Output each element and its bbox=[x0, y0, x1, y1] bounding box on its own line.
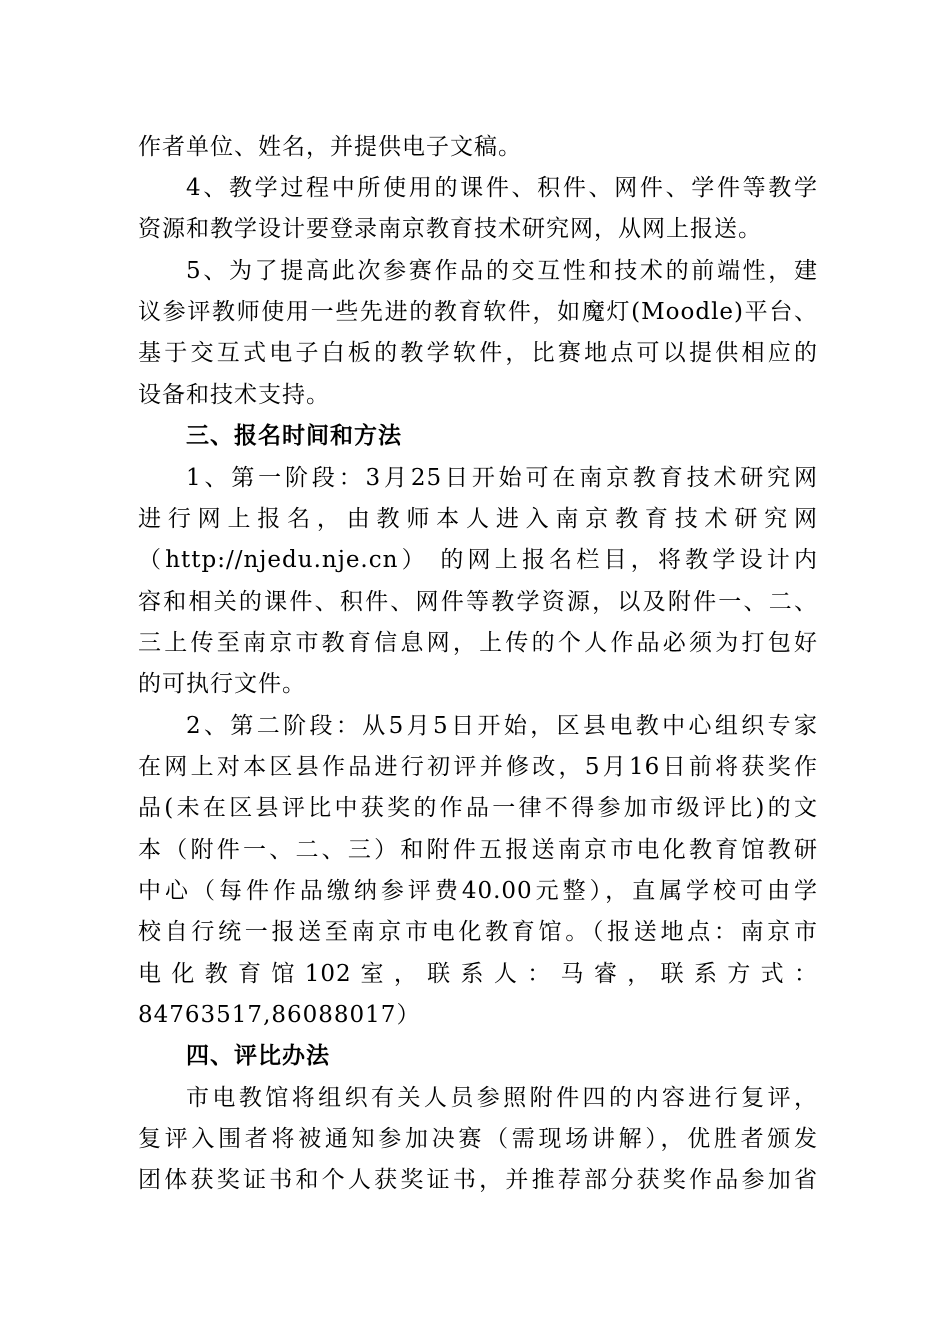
body-text-line: 中心（每件作品缴纳参评费40.00元整），直属学校可由学 bbox=[138, 878, 818, 904]
body-text-line: 团体获奖证书和个人获奖证书，并推荐部分获奖作品参加省 bbox=[138, 1167, 818, 1193]
body-text-line: 1、第一阶段：3月25日开始可在南京教育技术研究网 bbox=[186, 465, 818, 491]
body-text-line: 基于交互式电子白板的教学软件，比赛地点可以提供相应的 bbox=[138, 340, 818, 366]
body-text-line: 品(未在区县评比中获奖的作品一律不得参加市级评比)的文 bbox=[138, 795, 818, 821]
body-text-line: 电 化 教 育 馆 102 室 ， 联 系 人 ： 马 睿 ， 联 系 方 式 ： bbox=[138, 961, 818, 987]
body-text-line: 作者单位、姓名，并提供电子文稿。 bbox=[138, 134, 522, 160]
body-text-line: 校自行统一报送至南京市电化教育馆。（报送地点：南京市 bbox=[138, 919, 818, 945]
body-text-line: 本（附件一、二、三）和附件五报送南京市电化教育馆教研 bbox=[138, 837, 818, 863]
body-text-line: 资源和教学设计要登录南京教育技术研究网，从网上报送。 bbox=[138, 216, 762, 242]
body-text-line: 的可执行文件。 bbox=[138, 671, 306, 697]
body-text-line: 进行网上报名，由教师本人进入南京教育技术研究网 bbox=[138, 506, 818, 532]
body-text-line: 84763517,86088017） bbox=[138, 1002, 421, 1028]
body-text-line: 三上传至南京市教育信息网，上传的个人作品必须为打包好 bbox=[138, 630, 818, 656]
body-text-line: 2、第二阶段：从5月5日开始，区县电教中心组织专家 bbox=[186, 713, 818, 739]
section-heading: 三、报名时间和方法 bbox=[186, 423, 402, 449]
section-heading: 四、评比办法 bbox=[186, 1043, 330, 1069]
body-text-line: 议参评教师使用一些先进的教育软件，如魔灯(Moodle)平台、 bbox=[138, 299, 818, 325]
body-text-line: （http://njedu.nje.cn） 的网上报名栏目，将教学设计内 bbox=[138, 547, 818, 573]
body-text-line: 4、教学过程中所使用的课件、积件、网件、学件等教学 bbox=[186, 175, 818, 201]
body-text-line: 容和相关的课件、积件、网件等教学资源，以及附件一、二、 bbox=[138, 589, 818, 615]
body-text-line: 5、为了提高此次参赛作品的交互性和技术的前端性，建 bbox=[186, 258, 818, 284]
body-text-line: 在网上对本区县作品进行初评并修改，5月16日前将获奖作 bbox=[138, 754, 818, 780]
body-text-line: 设备和技术支持。 bbox=[138, 382, 330, 408]
body-text-line: 复评入围者将被通知参加决赛（需现场讲解），优胜者颁发 bbox=[138, 1126, 818, 1152]
body-text-line: 市电教馆将组织有关人员参照附件四的内容进行复评， bbox=[186, 1085, 818, 1111]
